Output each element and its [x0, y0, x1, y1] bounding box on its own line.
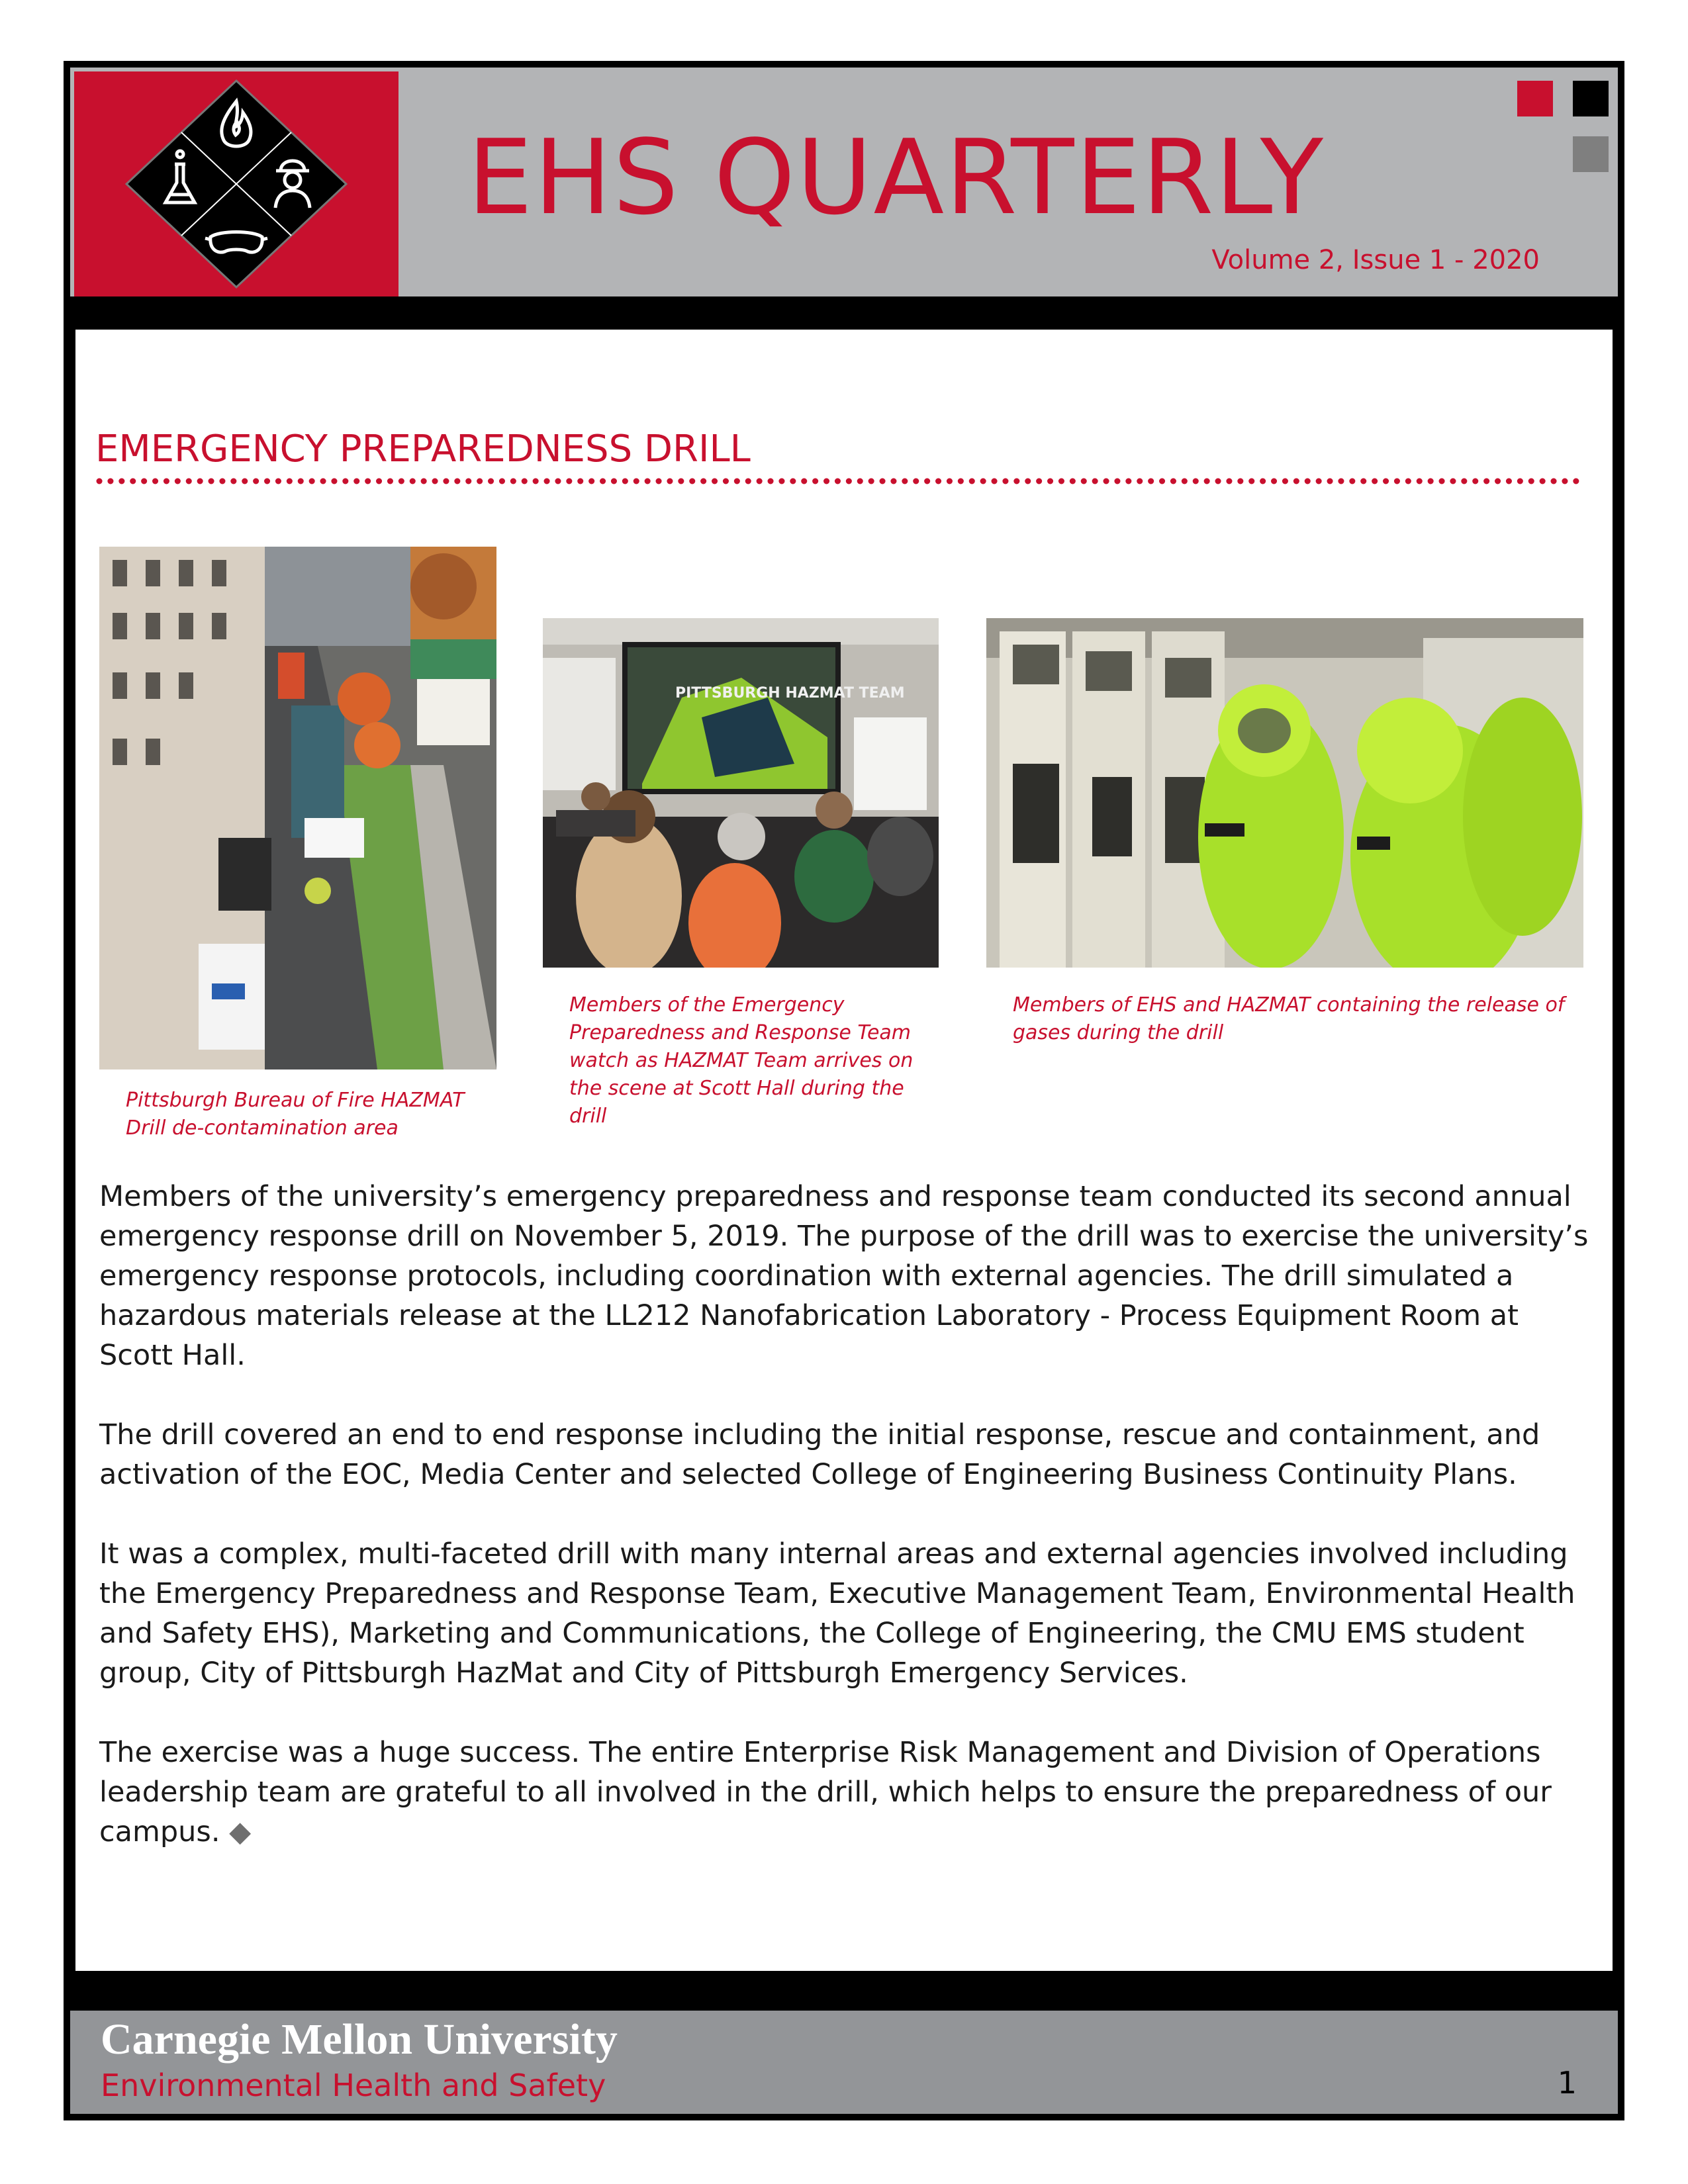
body-paragraph: The drill covered an end to end response including the initial response, rescue and containment, and activation of the EOC, Media Center and selected College of Engineering Business Continuity Plans. [99, 1418, 1540, 1491]
body-paragraph-last [99, 1733, 1595, 1852]
photo-caption-1: Pittsburgh Bureau of Fire HAZMAT Drill de-contamination area [126, 1089, 465, 1140]
photo-hazmat-suits [986, 618, 1583, 968]
ehs-logo [74, 71, 399, 296]
photo-caption-2: Members of the Emergency Preparedness and Response Team watch as HAZMAT Team arrives on the scene at Scott Hall during the drill [569, 993, 914, 1128]
section-title: EMERGENCY PREPAREDNESS DRILL [95, 428, 751, 471]
body-paragraph: Members of the university’s emergency preparedness and response team conducted its second annual emergency response drill on November 5, 2019. The purpose of the drill was to exercise the university’s emergency response protocols, including coordination with external agencies. The drill simulated a hazardous materials release at the LL212 Nanofabrication Laboratory - Process Equipment Room at Scott Hall. [99, 1180, 1589, 1372]
photo-decontamination-area [99, 547, 496, 1069]
decor-square-black [1573, 81, 1609, 116]
university-name: Carnegie Mellon University [101, 2015, 618, 2064]
page-frame [64, 61, 1624, 2120]
article-body [99, 1177, 1595, 1891]
body-paragraph: It was a complex, multi-faceted drill with many internal areas and external agencies involved including the Emergency Preparedness and Response Team, Executive Management Team, Environmental Health and Safety EHS), Marketing and Communications, the College of Engineering, the CMU EMS student group, City of Pittsburgh HazMat and City of Pittsburgh Emergency Services. [99, 1537, 1575, 1690]
page-number: 1 [1557, 2065, 1577, 2101]
screen-text: PITTSBURGH HAZMAT TEAM [675, 685, 905, 702]
decor-square-gray [1573, 136, 1609, 172]
decor-square-red [1517, 81, 1553, 116]
article-content [75, 330, 1613, 1971]
page-footer [70, 2011, 1618, 2114]
newsletter-title: EHS QUARTERLY [467, 117, 1325, 238]
issue-info: Volume 2, Issue 1 - 2020 [1211, 245, 1540, 275]
end-of-article-icon: ◆ [229, 1815, 252, 1848]
department-name: Environmental Health and Safety [101, 2068, 606, 2103]
photo-eoc-team [543, 618, 939, 968]
dotted-divider [95, 477, 1590, 486]
masthead [70, 68, 1618, 296]
photo-caption-3: Members of EHS and HAZMAT containing the release of gases during the drill [1013, 993, 1565, 1044]
body-paragraph-text: The exercise was a huge success. The entire Enterprise Risk Management and Division of Operations leadership team are grateful to all involved in the drill, which helps to ensure the preparedness of our campus. [99, 1736, 1552, 1848]
ehs-diamond-logo [74, 71, 399, 296]
